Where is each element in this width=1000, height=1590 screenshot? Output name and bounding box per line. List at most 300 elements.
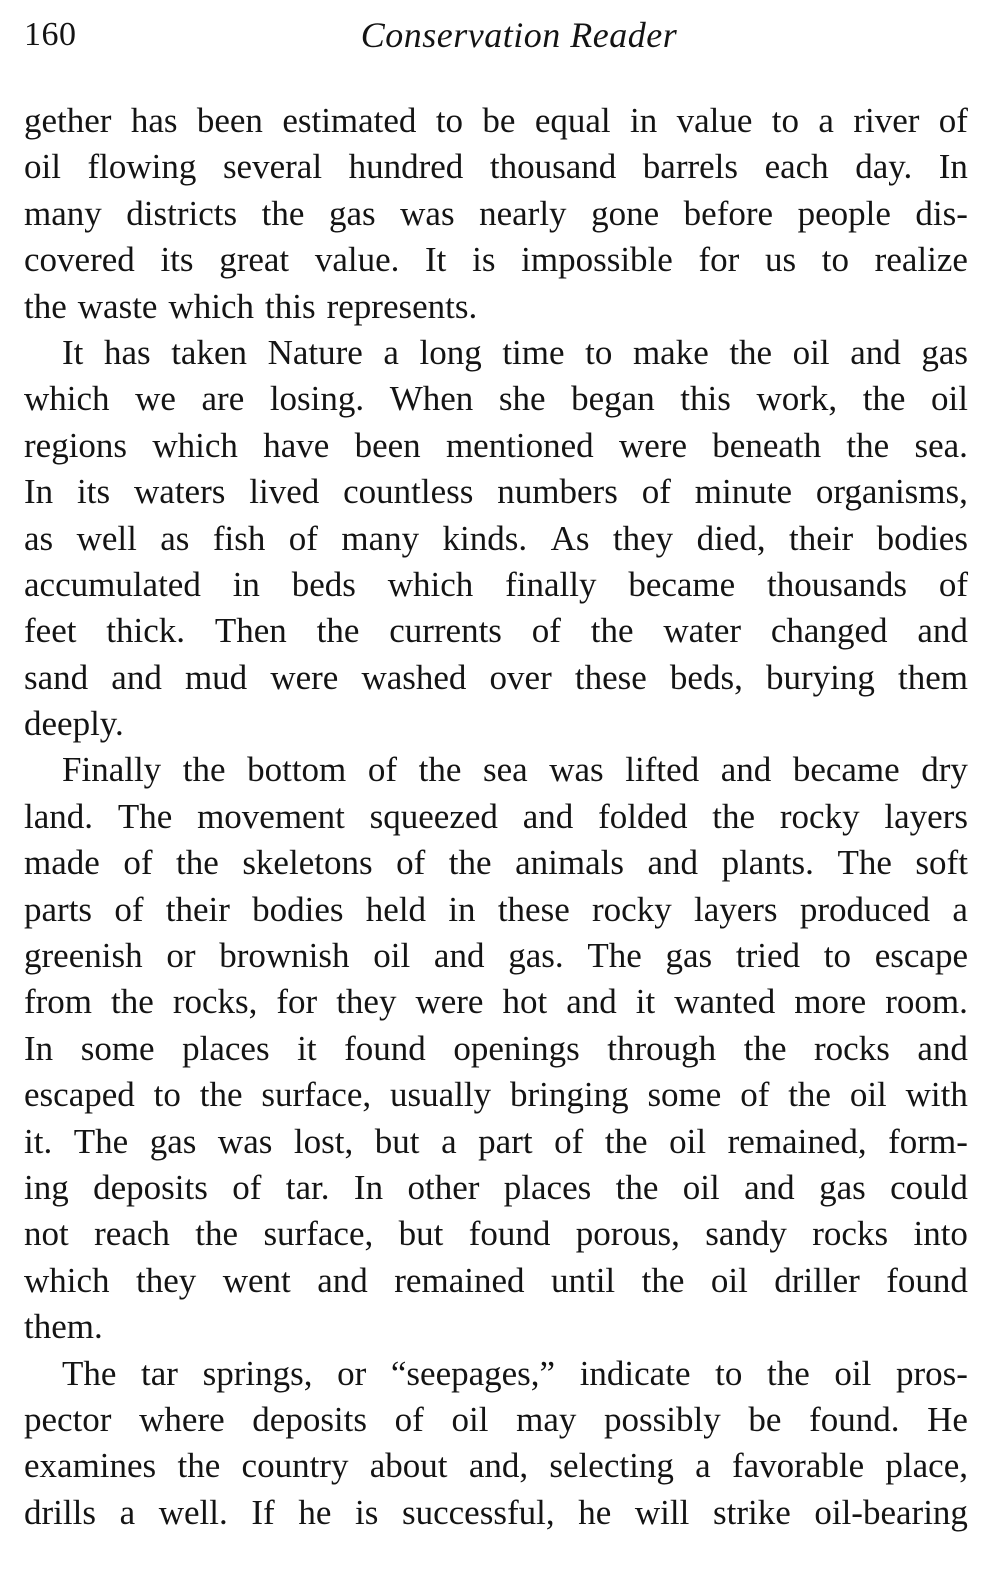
word: hot (502, 982, 548, 1022)
word: to (435, 101, 464, 140)
word: gether (24, 101, 112, 140)
word: was (549, 750, 604, 790)
word: and (917, 1028, 968, 1068)
word: movement (197, 796, 345, 836)
word: were (415, 982, 484, 1022)
word: was (217, 1121, 273, 1161)
word: rocky (592, 889, 672, 929)
word: to (821, 240, 849, 280)
text-line (24, 1397, 968, 1443)
word: layers (693, 889, 778, 929)
word: they (136, 1260, 197, 1300)
word: The (837, 843, 892, 883)
word: nearly (479, 193, 567, 233)
word: it. (24, 1121, 53, 1161)
word: were (270, 657, 339, 697)
word: each (764, 147, 829, 187)
word: oil (849, 1075, 887, 1115)
word: deposits (93, 1167, 208, 1207)
word: and (917, 611, 968, 651)
word: a (119, 1492, 136, 1532)
word: possibly (604, 1399, 721, 1439)
word: In (938, 147, 968, 187)
word: us (764, 240, 797, 280)
word: It (62, 332, 84, 372)
text-line (24, 1119, 968, 1165)
word: hundred (348, 147, 464, 187)
word: remained (394, 1260, 525, 1300)
word: a (952, 889, 968, 929)
word: room. (885, 982, 968, 1022)
word: wanted (674, 982, 776, 1022)
word: driller (774, 1260, 860, 1300)
word: When (389, 379, 474, 419)
text-line (24, 469, 968, 515)
word: place, (885, 1446, 968, 1486)
word: some (647, 1075, 722, 1115)
text-line (24, 144, 968, 190)
word: these (497, 889, 570, 929)
word: is (355, 1492, 379, 1532)
word: changed (770, 611, 888, 651)
word: their (789, 518, 854, 558)
word: mentioned (445, 425, 594, 465)
text-line (24, 191, 968, 237)
word: surface, (263, 1214, 374, 1254)
word: dry (921, 750, 968, 790)
word: and (433, 936, 485, 976)
word: of (396, 843, 426, 883)
word: springs, (202, 1353, 313, 1393)
word: animals (515, 843, 624, 883)
word: mud (184, 657, 248, 697)
word: waste (77, 286, 158, 326)
word: found (344, 1028, 426, 1068)
word: were (618, 425, 687, 465)
page-number: 160 (24, 16, 77, 53)
word: the (743, 1028, 787, 1068)
text-line (24, 701, 968, 747)
word: In (24, 472, 54, 512)
word: the (448, 843, 492, 883)
word: country (241, 1446, 349, 1486)
word: He (927, 1399, 968, 1439)
word: value (676, 101, 753, 140)
word: oil (710, 1260, 748, 1300)
word: taken (171, 332, 247, 372)
word: people (797, 193, 891, 233)
text-line (24, 1072, 968, 1118)
word: found (886, 1260, 968, 1300)
word: represents. (326, 286, 478, 326)
word: several (222, 147, 323, 187)
word: The (117, 796, 173, 836)
word: and (647, 843, 699, 883)
word: where (139, 1399, 225, 1439)
word: as (24, 518, 54, 558)
running-title: Conservation Reader (360, 15, 678, 55)
word: layers (884, 796, 968, 836)
word: has (103, 332, 151, 372)
word: value. (314, 240, 400, 280)
word: this (680, 379, 731, 419)
word: water (663, 611, 742, 651)
word: died, (696, 518, 766, 558)
word: the (111, 982, 154, 1022)
text-line (24, 237, 968, 283)
word: oil (669, 1121, 707, 1161)
word: the (590, 611, 634, 651)
word: and (744, 1167, 795, 1207)
word: them. (24, 1307, 103, 1347)
word: made (24, 843, 100, 883)
word: pros- (895, 1353, 968, 1393)
text-line (24, 794, 968, 840)
word: sandy (705, 1214, 787, 1254)
word: gas (665, 936, 713, 976)
word: districts (126, 193, 238, 233)
word: the (177, 1446, 221, 1486)
word: some (80, 1028, 155, 1068)
word: covered (24, 240, 135, 280)
text-line (24, 516, 968, 562)
word: thick. (106, 611, 186, 651)
word: the (261, 193, 305, 233)
word: other (407, 1167, 480, 1207)
word: which (168, 286, 255, 326)
word: Finally (62, 750, 162, 790)
word: it (297, 1028, 317, 1068)
word: have (263, 425, 330, 465)
word: its (77, 472, 111, 512)
word: them (897, 657, 968, 697)
word: thousand (489, 147, 617, 187)
text-line (24, 1443, 968, 1489)
word: the (729, 332, 773, 372)
word: many (24, 193, 102, 233)
word: until (550, 1260, 616, 1300)
word: of (938, 101, 968, 140)
word: of (641, 472, 671, 512)
word: oil (792, 332, 830, 372)
word: usually (390, 1075, 492, 1115)
word: the (316, 611, 360, 651)
word: soft (915, 843, 968, 883)
word: places (503, 1167, 592, 1207)
word: river (853, 101, 920, 140)
word: the (615, 1167, 659, 1207)
word: gone (591, 193, 660, 233)
word: began (571, 379, 655, 419)
word: or (337, 1353, 367, 1393)
word: skeletons (242, 843, 373, 883)
word: beds (291, 564, 356, 604)
word: plants. (721, 843, 814, 883)
word: the (641, 1260, 685, 1300)
word: favorable (731, 1446, 865, 1486)
word: the (788, 1075, 831, 1115)
word: minute (694, 472, 792, 512)
word: burying (765, 657, 875, 697)
word: these (574, 657, 647, 697)
word: sand (24, 657, 89, 697)
word: bodies (876, 518, 968, 558)
word: been (354, 425, 421, 465)
word: selecting (549, 1446, 674, 1486)
word: escape (874, 936, 968, 976)
word: which (152, 425, 238, 465)
word: losing. (269, 379, 365, 419)
word: she (498, 379, 546, 419)
word: gas. (508, 936, 564, 976)
word: before (683, 193, 774, 233)
word: their (165, 889, 230, 929)
word: organisms, (815, 472, 968, 512)
text-line (24, 98, 968, 144)
text-line (24, 1026, 968, 1072)
word: the (182, 750, 226, 790)
word: or (166, 936, 196, 976)
word: has (130, 101, 178, 140)
word: into (913, 1214, 968, 1254)
word: drills (24, 1492, 96, 1532)
word: tried (735, 936, 801, 976)
word: in (232, 564, 260, 604)
word: are (201, 379, 245, 419)
running-head (24, 8, 968, 70)
word: but (374, 1121, 420, 1161)
word: about (369, 1446, 448, 1486)
word: greenish (24, 936, 143, 976)
text-line (24, 1351, 968, 1397)
word: time (502, 332, 565, 372)
word: flowing (87, 147, 197, 187)
word: became (628, 564, 736, 604)
word: is (472, 240, 496, 280)
word: impossible (521, 240, 673, 280)
word: be (482, 101, 516, 140)
word: numbers (497, 472, 618, 512)
word: folded (598, 796, 688, 836)
word: the (862, 379, 906, 419)
word: strike (712, 1492, 791, 1532)
word: held (365, 889, 427, 929)
word: the (24, 286, 67, 326)
body-text (24, 98, 968, 1536)
word: and (111, 657, 162, 697)
word: this (265, 286, 316, 326)
word: the (712, 796, 756, 836)
word: rocks, (172, 982, 258, 1022)
word: to (823, 936, 851, 976)
word: make (632, 332, 709, 372)
word: countless (343, 472, 474, 512)
word: remained, (727, 1121, 867, 1161)
word: but (398, 1214, 444, 1254)
word: deposits (252, 1399, 368, 1439)
word: beneath (712, 425, 822, 465)
word: to (585, 332, 613, 372)
text-line (24, 933, 968, 979)
word: a (818, 101, 834, 140)
word: fish (212, 518, 266, 558)
word: gas (328, 193, 376, 233)
word: they (336, 982, 397, 1022)
word: for (698, 240, 740, 280)
word: The (587, 936, 642, 976)
word: porous, (575, 1214, 680, 1254)
word: openings (453, 1028, 580, 1068)
word: be (748, 1399, 782, 1439)
word: and, (468, 1446, 529, 1486)
word: currents (389, 611, 502, 651)
word: lived (249, 472, 320, 512)
text-line (24, 840, 968, 886)
text-line (24, 1211, 968, 1257)
word: sea. (914, 425, 968, 465)
word: kinds. (442, 518, 528, 558)
word: Then (214, 611, 287, 651)
word: oil-bearing (814, 1492, 968, 1532)
word: tar (141, 1353, 178, 1393)
word: which (387, 564, 474, 604)
word: As (550, 518, 590, 558)
word: over (489, 657, 552, 697)
text-line (24, 376, 968, 422)
word: The (73, 1121, 129, 1161)
word: examines (24, 1446, 157, 1486)
word: pector (24, 1399, 112, 1439)
word: In (24, 1028, 54, 1068)
text-line (24, 562, 968, 608)
word: a (383, 332, 399, 372)
word: equal (534, 101, 611, 140)
word: reach (94, 1214, 170, 1254)
word: which (24, 379, 110, 419)
word: barrels (642, 147, 739, 187)
word: accumulated (24, 564, 201, 604)
word: been (196, 101, 263, 140)
word: of (232, 1167, 262, 1207)
word: a (441, 1121, 457, 1161)
word: to (153, 1075, 181, 1115)
word: dis- (915, 193, 968, 233)
word: “seepages,” (390, 1353, 556, 1393)
word: oil (451, 1399, 489, 1439)
word: long (419, 332, 482, 372)
word: land. (24, 796, 94, 836)
word: regions (24, 425, 128, 465)
text-line (24, 655, 968, 701)
word: went (222, 1260, 291, 1300)
word: as (160, 518, 190, 558)
word: may (516, 1399, 577, 1439)
word: lifted (625, 750, 700, 790)
word: of (114, 889, 144, 929)
word: produced (799, 889, 931, 929)
word: the (195, 1214, 239, 1254)
word: of (394, 1399, 424, 1439)
word: we (135, 379, 176, 419)
word: gas (921, 332, 968, 372)
word: the (199, 1075, 243, 1115)
word: rocks (812, 1214, 889, 1254)
word: The (62, 1353, 117, 1393)
word: became (792, 750, 900, 790)
word: brownish (219, 936, 350, 976)
text-line (24, 1258, 968, 1304)
word: he (578, 1492, 612, 1532)
word: If (251, 1492, 275, 1532)
word: It (425, 240, 447, 280)
word: and (720, 750, 772, 790)
word: surface, (261, 1075, 372, 1115)
word: a (695, 1446, 711, 1486)
word: and (522, 796, 574, 836)
word: of (123, 843, 153, 883)
word: with (905, 1075, 968, 1115)
word: the (418, 750, 462, 790)
word: form- (888, 1121, 968, 1161)
word: washed (361, 657, 467, 697)
word: waters (134, 472, 226, 512)
word: oil (834, 1353, 872, 1393)
word: of (531, 611, 561, 651)
word: parts (24, 889, 93, 929)
word: rocks (814, 1028, 890, 1068)
text-line (24, 1165, 968, 1211)
word: the (176, 843, 219, 883)
word: the (766, 1353, 810, 1393)
word: from (24, 982, 93, 1022)
word: not (24, 1214, 69, 1254)
word: and (566, 982, 617, 1022)
word: the (604, 1121, 648, 1161)
word: he (298, 1492, 332, 1532)
word: bodies (252, 889, 344, 929)
word: day. (855, 147, 913, 187)
word: many (341, 518, 420, 558)
word: of (288, 518, 318, 558)
word: finally (505, 564, 597, 604)
word: and (850, 332, 901, 372)
word: to (771, 101, 800, 140)
word: through (607, 1028, 717, 1068)
word: indicate (579, 1353, 691, 1393)
word: they (612, 518, 674, 558)
word: oil (931, 379, 968, 419)
text-line (24, 284, 968, 330)
word: of (938, 564, 968, 604)
word: oil (682, 1167, 720, 1207)
word: lost, (293, 1121, 354, 1161)
word: rocky (779, 796, 860, 836)
text-line (24, 608, 968, 654)
word: could (890, 1167, 968, 1207)
word: successful, (401, 1492, 555, 1532)
word: the (846, 425, 890, 465)
word: to (715, 1353, 743, 1393)
word: ing (24, 1167, 69, 1207)
word: bringing (509, 1075, 629, 1115)
word: gas (149, 1121, 197, 1161)
text-line (24, 1304, 968, 1350)
word: thousands (767, 564, 908, 604)
word: great (219, 240, 290, 280)
word: estimated (282, 101, 417, 140)
word: oil (24, 147, 61, 187)
word: will (634, 1492, 690, 1532)
